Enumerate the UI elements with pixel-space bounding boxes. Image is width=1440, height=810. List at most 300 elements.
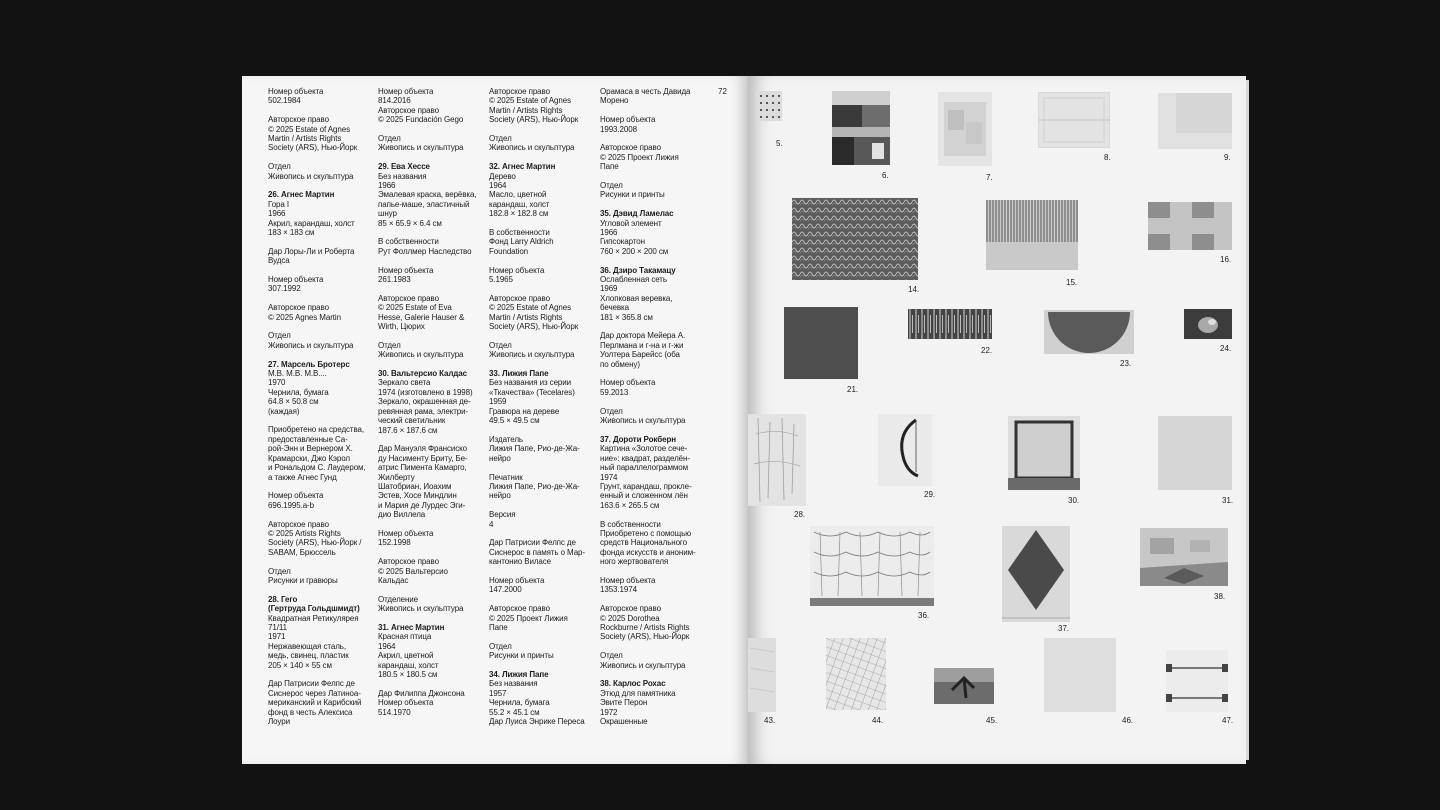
- plate-5-image: [756, 91, 782, 121]
- text-line: Номер объекта: [600, 575, 656, 585]
- text-line: Дар Патрисии Фелпс де: [268, 679, 355, 689]
- text-line: Отдел: [378, 134, 401, 144]
- plate-14-label: 14.: [908, 285, 920, 294]
- text-line: 180.5 × 180.5 см: [378, 670, 438, 679]
- text-line: 1959: [489, 397, 507, 407]
- text-line: «Ткачества» (Tecelares): [489, 387, 575, 397]
- text-line: Без названия из серии: [489, 378, 572, 388]
- text-line: Номер объекта: [378, 698, 434, 708]
- text-line: 59.2013: [600, 387, 629, 397]
- text-line: 1974: [600, 472, 618, 482]
- plate-15-label: 15.: [1066, 278, 1078, 287]
- text-line: Отдел: [378, 340, 401, 350]
- text-line: Эмалевая краска, верёвка,: [378, 190, 477, 200]
- text-line: 1993.2008: [600, 124, 637, 134]
- text-line: 1974 (изготовлено в 1998): [378, 387, 473, 397]
- text-line: Живопись и скульптура: [600, 416, 686, 426]
- text-line: 5.1965: [489, 275, 513, 285]
- text-line: Martin / Artists Rights: [268, 134, 342, 144]
- line-spacer: [489, 632, 597, 641]
- text-line: 1966: [268, 209, 286, 219]
- text-line: Авторское право: [378, 557, 439, 567]
- text-line: дио Виллела: [378, 510, 426, 520]
- text-line: Живопись и скульптура: [268, 171, 354, 181]
- text-line: Сиснерос через Латиноа-: [268, 688, 361, 698]
- text-line: Номер объекта: [600, 115, 656, 125]
- entry-heading: 34. Лижия Папе: [489, 669, 549, 679]
- text-line: Рисунки и принты: [600, 190, 665, 200]
- text-column-3: [489, 87, 597, 726]
- text-line: рой-Энн и Вернером Х.: [268, 444, 353, 454]
- line-spacer: [378, 284, 486, 293]
- plate-6-label: 6.: [882, 171, 889, 180]
- line-spacer: [600, 256, 708, 265]
- text-line: ческий светильник: [378, 416, 446, 426]
- text-line: 1353.1974: [600, 585, 637, 595]
- text-line: карандаш, холст: [489, 199, 550, 209]
- text-line: Приобретено с помощью: [600, 528, 692, 538]
- plate-9-label: 9.: [1224, 153, 1231, 162]
- text-line: Папе: [600, 162, 619, 172]
- text-line: нейро: [489, 453, 511, 463]
- text-line: Вудса: [268, 256, 290, 266]
- text-line: Society (ARS), Нью-Йорк: [489, 115, 579, 125]
- line-spacer: [378, 228, 486, 237]
- text-line: Живопись и скульптура: [489, 143, 575, 153]
- text-line: атрис Пимента Камарго,: [378, 463, 467, 473]
- plate-28-image: [748, 414, 806, 506]
- plate-36-image: [810, 526, 934, 606]
- text-line: Чернила, бумага: [489, 698, 550, 708]
- text-line: Авторское право: [489, 87, 550, 96]
- line-spacer: [268, 510, 376, 519]
- text-line: Окрашенные: [600, 717, 648, 726]
- text-line: Нержавеющая сталь,: [268, 641, 346, 651]
- text-line: Отдел: [600, 181, 623, 191]
- line-spacer: [268, 181, 376, 190]
- text-line: 514.1970: [378, 707, 411, 717]
- line-spacer: [489, 501, 597, 510]
- line-spacer: [378, 548, 486, 557]
- text-line: 181 × 365.8 см: [600, 312, 653, 322]
- entry-heading: 32. Агнес Мартин: [489, 162, 556, 172]
- text-line: Живопись и скульптура: [600, 660, 686, 670]
- plate-22-label: 22.: [981, 346, 993, 355]
- line-spacer: [268, 585, 376, 594]
- text-line: карандаш, холст: [378, 660, 439, 670]
- plate-31-image: [1158, 416, 1232, 490]
- line-spacer: [489, 595, 597, 604]
- text-line: Зеркало света: [378, 378, 431, 388]
- entry-heading: 28. Гего: [268, 594, 298, 604]
- text-line: © 2025 Estate of Agnes: [268, 124, 350, 134]
- text-line: Foundation: [489, 246, 529, 256]
- text-line: Martin / Artists Rights: [489, 105, 563, 115]
- text-line: Издатель: [489, 434, 523, 444]
- text-line: 187.6 × 187.6 см: [378, 425, 438, 435]
- text-line: 147.2000: [489, 585, 522, 595]
- plate-15-image: [986, 200, 1078, 270]
- text-line: Эвите Перон: [600, 698, 648, 708]
- line-spacer: [378, 360, 486, 369]
- text-line: Авторское право: [268, 303, 329, 313]
- entry-heading: 27. Марсель Бротерс: [268, 359, 350, 369]
- text-line: Society (ARS), Нью-Йорк: [268, 143, 358, 153]
- entry-heading: 33. Лижия Папе: [489, 369, 549, 379]
- text-line: Society (ARS), Нью-Йорк /: [268, 538, 362, 548]
- plate-38-image: [1140, 528, 1228, 586]
- line-spacer: [268, 416, 376, 425]
- text-line: Отдел: [600, 406, 623, 416]
- plate-21-label: 21.: [847, 385, 859, 394]
- text-line: Номер объекта: [268, 87, 324, 96]
- entry-heading: 26. Агнес Мартин: [268, 190, 335, 200]
- text-line: © 2025 Agnes Martin: [268, 312, 341, 322]
- text-line: Чернила, бумага: [268, 387, 329, 397]
- text-line: Угловой элемент: [600, 218, 662, 228]
- entry-heading: 35. Дэвид Ламелас: [600, 209, 674, 219]
- line-spacer: [268, 266, 376, 275]
- text-line: 163.6 × 265.5 см: [600, 500, 660, 510]
- text-line: 1972: [600, 707, 618, 717]
- text-line: Авторское право: [268, 115, 329, 125]
- line-spacer: [378, 435, 486, 444]
- text-line: а также Агнес Гунд: [268, 472, 337, 482]
- text-line: 205 × 140 × 55 см: [268, 660, 332, 670]
- entry-heading: 37. Дороти Рокберн: [600, 434, 676, 444]
- text-line: 760 × 200 × 200 см: [600, 246, 669, 256]
- text-line: 1957: [489, 688, 507, 698]
- text-line: 71/11: [268, 622, 287, 632]
- plate-44-label: 44.: [872, 716, 884, 725]
- page-number: 72: [718, 87, 727, 96]
- text-line: Авторское право: [378, 293, 439, 303]
- line-spacer: [489, 529, 597, 538]
- plate-22-image: [908, 309, 992, 339]
- text-line: Лоури: [268, 717, 290, 726]
- text-line: Зеркало, окрашенная де-: [378, 397, 471, 407]
- text-line: Номер объекта: [268, 275, 324, 285]
- text-line: Орамаса в честь Давида: [600, 87, 691, 96]
- text-line: Авторское право: [600, 143, 661, 153]
- plate-30-label: 30.: [1068, 496, 1080, 505]
- text-line: Приобретено на средства,: [268, 425, 365, 435]
- text-line: Дар Филиппа Джонсона: [378, 688, 465, 698]
- line-spacer: [489, 360, 597, 369]
- text-line: нейро: [489, 491, 511, 501]
- text-line: ный параллелограммом: [600, 463, 689, 473]
- text-line: Авторское право: [489, 293, 550, 303]
- text-line: © 2025 Dorothea: [600, 613, 660, 623]
- text-line: Акрил, цветной: [378, 651, 434, 661]
- text-line: Номер объекта: [600, 378, 656, 388]
- text-line: Номер объекта: [489, 265, 545, 275]
- text-line: Дар Луиса Энрике Переса: [489, 716, 585, 726]
- line-spacer: [489, 153, 597, 162]
- text-line: Папе: [489, 622, 508, 632]
- text-line: Квадратная Ретикулярея: [268, 613, 359, 623]
- text-line: SABAM, Брюссель: [268, 547, 336, 557]
- text-line: Отдел: [489, 641, 512, 651]
- text-line: Отдел: [268, 331, 291, 341]
- line-spacer: [378, 125, 486, 134]
- text-line: и Рональдом С. Лаудером,: [268, 463, 366, 473]
- plate-37-image: [1002, 526, 1070, 622]
- text-line: © 2025 Проект Лижия: [489, 613, 568, 623]
- text-line: папье-маше, эластичный: [378, 199, 470, 209]
- plate-28-label: 28.: [794, 510, 806, 519]
- text-line: фонд в честь Алексиса: [268, 707, 353, 717]
- line-spacer: [489, 219, 597, 228]
- text-line: Отдел: [600, 651, 623, 661]
- plate-23-image: [1044, 310, 1134, 354]
- text-line: Лижия Папе, Рио-де-Жа-: [489, 481, 580, 491]
- text-line: Живопись и скульптура: [378, 350, 464, 360]
- text-line: Версия: [489, 510, 516, 520]
- text-line: Авторское право: [268, 519, 329, 529]
- text-line: Дар доктора Мейера А.: [600, 331, 686, 341]
- plate-9-image: [1158, 93, 1232, 149]
- text-line: 1964: [378, 641, 396, 651]
- text-line: Рисунки и принты: [489, 651, 554, 661]
- plate-36-label: 36.: [918, 611, 930, 620]
- text-line: Кальдас: [378, 575, 409, 585]
- text-line: Авторское право: [378, 105, 439, 115]
- text-line: 182.8 × 182.8 см: [489, 209, 549, 219]
- text-line: Картина «Золотое сече-: [600, 444, 688, 454]
- line-spacer: [600, 670, 708, 679]
- text-line: енный и сложенном лён: [600, 491, 688, 501]
- text-line: Ослабленная сеть: [600, 275, 667, 285]
- line-spacer: [268, 106, 376, 115]
- plate-8-image: [1038, 92, 1110, 148]
- text-line: Эстев, Хосе Миндлин: [378, 491, 457, 501]
- text-line: © 2025 Проект Лижия: [600, 152, 679, 162]
- entry-heading: 30. Вальтерсио Калдас: [378, 369, 467, 379]
- text-line: Номер объекта: [378, 265, 434, 275]
- text-line: Авторское право: [489, 604, 550, 614]
- text-line: Номер объекта: [378, 528, 434, 538]
- line-spacer: [600, 397, 708, 406]
- text-line: 502.1984: [268, 96, 301, 106]
- line-spacer: [489, 426, 597, 435]
- line-spacer: [600, 510, 708, 519]
- text-line: 261.1983: [378, 275, 411, 285]
- text-line: Авторское право: [600, 604, 661, 614]
- plate-7-image: [938, 92, 992, 166]
- text-line: Номер объекта: [268, 491, 324, 501]
- text-line: ду Насименту Бриту, Бе-: [378, 453, 468, 463]
- text-line: Без названия: [489, 679, 538, 689]
- text-line: Этюд для памятника: [600, 688, 676, 698]
- plate-30-image: [1008, 416, 1080, 490]
- line-spacer: [600, 567, 708, 576]
- line-spacer: [268, 237, 376, 246]
- plate-37-label: 37.: [1058, 624, 1070, 633]
- line-spacer: [378, 331, 486, 340]
- text-line: 1971: [268, 632, 286, 642]
- text-line: фонда искусств и аноним-: [600, 547, 696, 557]
- plate-44-image: [826, 638, 886, 710]
- line-spacer: [600, 322, 708, 331]
- text-line: Хлопковая веревка,: [600, 293, 673, 303]
- text-line: Масло, цветной: [489, 190, 547, 200]
- text-line: Жилберту: [378, 472, 415, 482]
- page-edge: [1246, 80, 1249, 760]
- line-spacer: [378, 256, 486, 265]
- line-spacer: [600, 642, 708, 651]
- text-line: Живопись и скульптура: [378, 604, 464, 614]
- text-line: кантонио Виласе: [489, 557, 551, 567]
- text-line: Шатобриан, Иоахим: [378, 481, 452, 491]
- text-line: 1969: [600, 284, 618, 294]
- text-line: Без названия: [378, 171, 427, 181]
- plate-29-image: [878, 414, 932, 486]
- line-spacer: [378, 614, 486, 623]
- text-line: 1966: [600, 228, 618, 238]
- line-spacer: [600, 134, 708, 143]
- plate-8-label: 8.: [1104, 153, 1111, 162]
- right-page: [748, 76, 1246, 764]
- plate-47-image: [1166, 650, 1228, 712]
- text-line: M.B. M.B. M.B....: [268, 369, 327, 379]
- plate-14-image: [792, 198, 918, 280]
- line-spacer: [268, 322, 376, 331]
- text-line: 4: [489, 519, 494, 529]
- text-line: Гора I: [268, 199, 289, 209]
- text-line: ние»: квадрат, разделён-: [600, 453, 690, 463]
- entry-heading: 29. Ева Хессе: [378, 162, 430, 172]
- text-line: 814.2016: [378, 96, 411, 106]
- text-line: Отдел: [489, 134, 512, 144]
- line-spacer: [378, 679, 486, 688]
- plate-5-label: 5.: [776, 139, 783, 148]
- line-spacer: [489, 661, 597, 670]
- line-spacer: [489, 284, 597, 293]
- text-line: 55.2 × 45.1 см: [489, 707, 540, 717]
- text-line: Гипсокартон: [600, 237, 645, 247]
- plate-45-image: [934, 668, 994, 704]
- text-line: Грунт, карандаш, прокле-: [600, 481, 692, 491]
- text-line: 1964: [489, 181, 507, 191]
- text-line: Крамарски, Джо Кэрол: [268, 453, 350, 463]
- text-line: Отдел: [489, 340, 512, 350]
- text-line: Перлмана и г-на и г-жи: [600, 340, 684, 350]
- text-line: Сиснерос в память о Мар-: [489, 547, 585, 557]
- text-line: Фонд Larry Aldrich: [489, 237, 554, 247]
- line-spacer: [600, 426, 708, 435]
- line-spacer: [489, 331, 597, 340]
- plate-31-label: 31.: [1222, 496, 1234, 505]
- plate-7-label: 7.: [986, 173, 993, 182]
- line-spacer: [378, 520, 486, 529]
- plate-24-label: 24.: [1220, 344, 1232, 353]
- text-line: Номер объекта: [378, 87, 434, 96]
- text-line: В собственности: [378, 237, 439, 247]
- plate-24-image: [1184, 309, 1232, 339]
- text-line: 64.8 × 50.8 см: [268, 397, 319, 407]
- line-spacer: [600, 200, 708, 209]
- plate-6-image: [832, 91, 890, 165]
- text-line: В собственности: [600, 519, 661, 529]
- line-spacer: [268, 557, 376, 566]
- line-spacer: [489, 463, 597, 472]
- text-column-2: [378, 87, 486, 717]
- line-spacer: [600, 369, 708, 378]
- text-line: Отделение: [378, 594, 419, 604]
- line-spacer: [268, 482, 376, 491]
- text-line: по обмену): [600, 359, 640, 369]
- text-line: Морено: [600, 96, 629, 106]
- text-line: © 2025 Estate of Eva: [378, 303, 452, 313]
- entry-heading: 38. Карлос Рохас: [600, 679, 666, 689]
- text-line: Красная птица: [378, 632, 432, 642]
- text-line: средств Национального: [600, 538, 687, 548]
- text-line: Номер объекта: [489, 575, 545, 585]
- text-line: 85 × 65.9 × 6.4 см: [378, 218, 442, 228]
- text-line: (каждая): [268, 406, 300, 416]
- plate-43-image: [748, 638, 776, 712]
- text-line: Дерево: [489, 171, 516, 181]
- entry-heading: (Гертруда Гольдшмидт): [268, 604, 360, 614]
- entry-heading: 31. Агнес Мартин: [378, 622, 445, 632]
- text-line: бечевка: [600, 303, 629, 313]
- text-line: 49.5 × 49.5 см: [489, 416, 540, 426]
- text-line: Отдел: [268, 566, 291, 576]
- text-line: Дар Мануэля Франсиско: [378, 444, 468, 454]
- line-spacer: [268, 153, 376, 162]
- text-line: Hesse, Galerie Hauser &: [378, 312, 465, 322]
- left-page: [242, 76, 748, 764]
- text-line: ревянная рама, электри-: [378, 406, 469, 416]
- text-line: медь, свинец, пластик: [268, 651, 349, 661]
- plate-46-image: [1044, 638, 1116, 712]
- text-line: © 2025 Estate of Agnes: [489, 96, 571, 106]
- line-spacer: [489, 256, 597, 265]
- line-spacer: [268, 294, 376, 303]
- text-line: Rockburne / Artists Rights: [600, 622, 690, 632]
- plate-16-image: [1148, 202, 1232, 250]
- plate-38-label: 38.: [1214, 592, 1226, 601]
- text-line: Акрил, карандаш, холст: [268, 218, 355, 228]
- text-line: В собственности: [489, 228, 550, 238]
- text-line: шнур: [378, 209, 397, 219]
- plate-21-image: [784, 307, 858, 379]
- plate-45-label: 45.: [986, 716, 998, 725]
- text-line: 1970: [268, 378, 286, 388]
- text-column-1: [268, 87, 376, 726]
- line-spacer: [489, 125, 597, 134]
- text-line: Wirth, Цюрих: [378, 322, 425, 332]
- text-line: © 2025 Вальтерсио: [378, 566, 448, 576]
- text-line: © 2025 Artists Rights: [268, 528, 341, 538]
- text-line: 1966: [378, 181, 396, 191]
- text-line: Дар Патрисии Фелпс де: [489, 538, 576, 548]
- text-line: Печатник: [489, 472, 523, 482]
- text-line: Рут Фоллмер Наследство: [378, 246, 472, 256]
- plate-47-label: 47.: [1222, 716, 1234, 725]
- text-line: Живопись и скульптура: [268, 340, 354, 350]
- entry-heading: 36. Дзиро Такамацу: [600, 265, 676, 275]
- text-line: 183 × 183 см: [268, 228, 315, 238]
- plate-29-label: 29.: [924, 490, 936, 499]
- text-line: Отдел: [268, 162, 291, 172]
- line-spacer: [600, 172, 708, 181]
- book-spread: [242, 76, 1246, 764]
- text-line: Живопись и скульптура: [378, 143, 464, 153]
- line-spacer: [600, 595, 708, 604]
- text-line: Рисунки и гравюры: [268, 575, 338, 585]
